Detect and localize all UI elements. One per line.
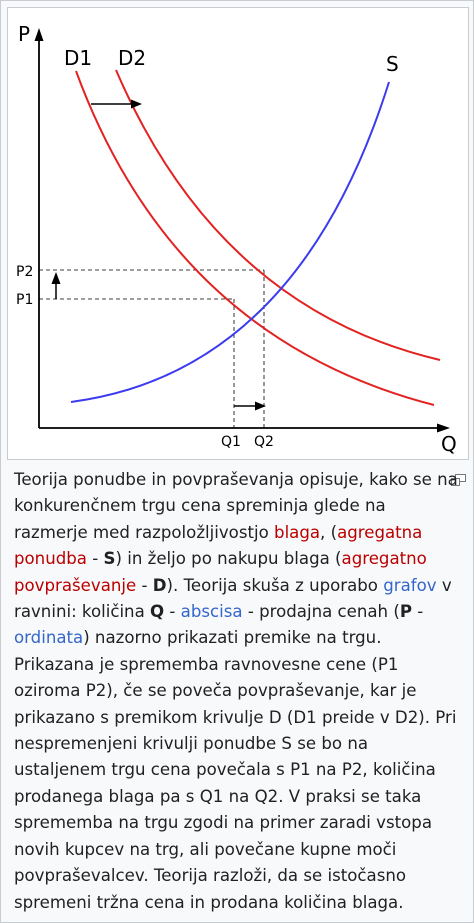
p1-label: P1 <box>16 292 34 308</box>
y-axis-arrow-icon <box>35 28 44 41</box>
supply-curve-s <box>71 82 389 402</box>
q2-label: Q2 <box>254 434 274 450</box>
s-label: S <box>386 52 399 76</box>
supply-demand-diagram[interactable] <box>7 7 469 460</box>
link-blaga[interactable]: blaga <box>274 522 321 542</box>
q1-label: Q1 <box>221 434 241 450</box>
x-axis-label: Q <box>441 432 457 456</box>
guide-lines <box>39 270 264 428</box>
axes <box>39 38 440 428</box>
figure-caption: Teorija ponudbe in povpraševanja opisuje, kako se na konkurenčnem trgu cena spreminja glede na razmerje med razpoložljivostjo blaga, (agregatna ponudba - S) in željo po nakupu blaga (agregatno povpraševanje - D). Teorija skuša z uporabo grafov v ravnini: količina Q - abscisa - prodajna cenah (P - ordinata) nazorno prikazati premike na trgu. Prikazana je sprememba ravnovesne cene (P1 oziroma P2), če se poveča povpraševanje, kar je prikazano s premikom krivulje D (D1 preide v D2). Pri nespremenjeni krivulji ponudbe S se bo na ustaljenem trgu cena povečala s P1 na P2, količina prodanega blaga pa s Q1 na Q2. V praksi se taka sprememba na trgu zgodi na primer zaradi vstopa novih kupcev na trg, ali povečane kupne moči povpraševalcev. Teorija razloži, da se istočasno spremeni tržna cena in prodana količina blaga. <box>14 470 458 912</box>
demand-shift-arrow-head-icon <box>131 100 142 109</box>
p2-label: P2 <box>16 264 34 280</box>
link-grafov[interactable]: grafov <box>383 575 437 595</box>
link-abscisa[interactable]: abscisa <box>180 602 243 622</box>
demand-curve-d1 <box>76 71 434 405</box>
link-ordinata[interactable]: ordinata <box>14 628 84 648</box>
demand-curve-d2 <box>116 70 440 360</box>
quantity-shift-arrow-head-icon <box>255 402 266 411</box>
y-axis-label: P <box>18 22 31 46</box>
link-agregatno-povprasevanje[interactable]: agregatno povpraševanje <box>14 549 427 595</box>
d2-label: D2 <box>118 46 147 70</box>
d1-label: D1 <box>64 46 93 70</box>
link-agregatna-ponudba[interactable]: agregatna ponudba <box>14 522 423 569</box>
price-shift-arrow-head-icon <box>52 272 61 284</box>
